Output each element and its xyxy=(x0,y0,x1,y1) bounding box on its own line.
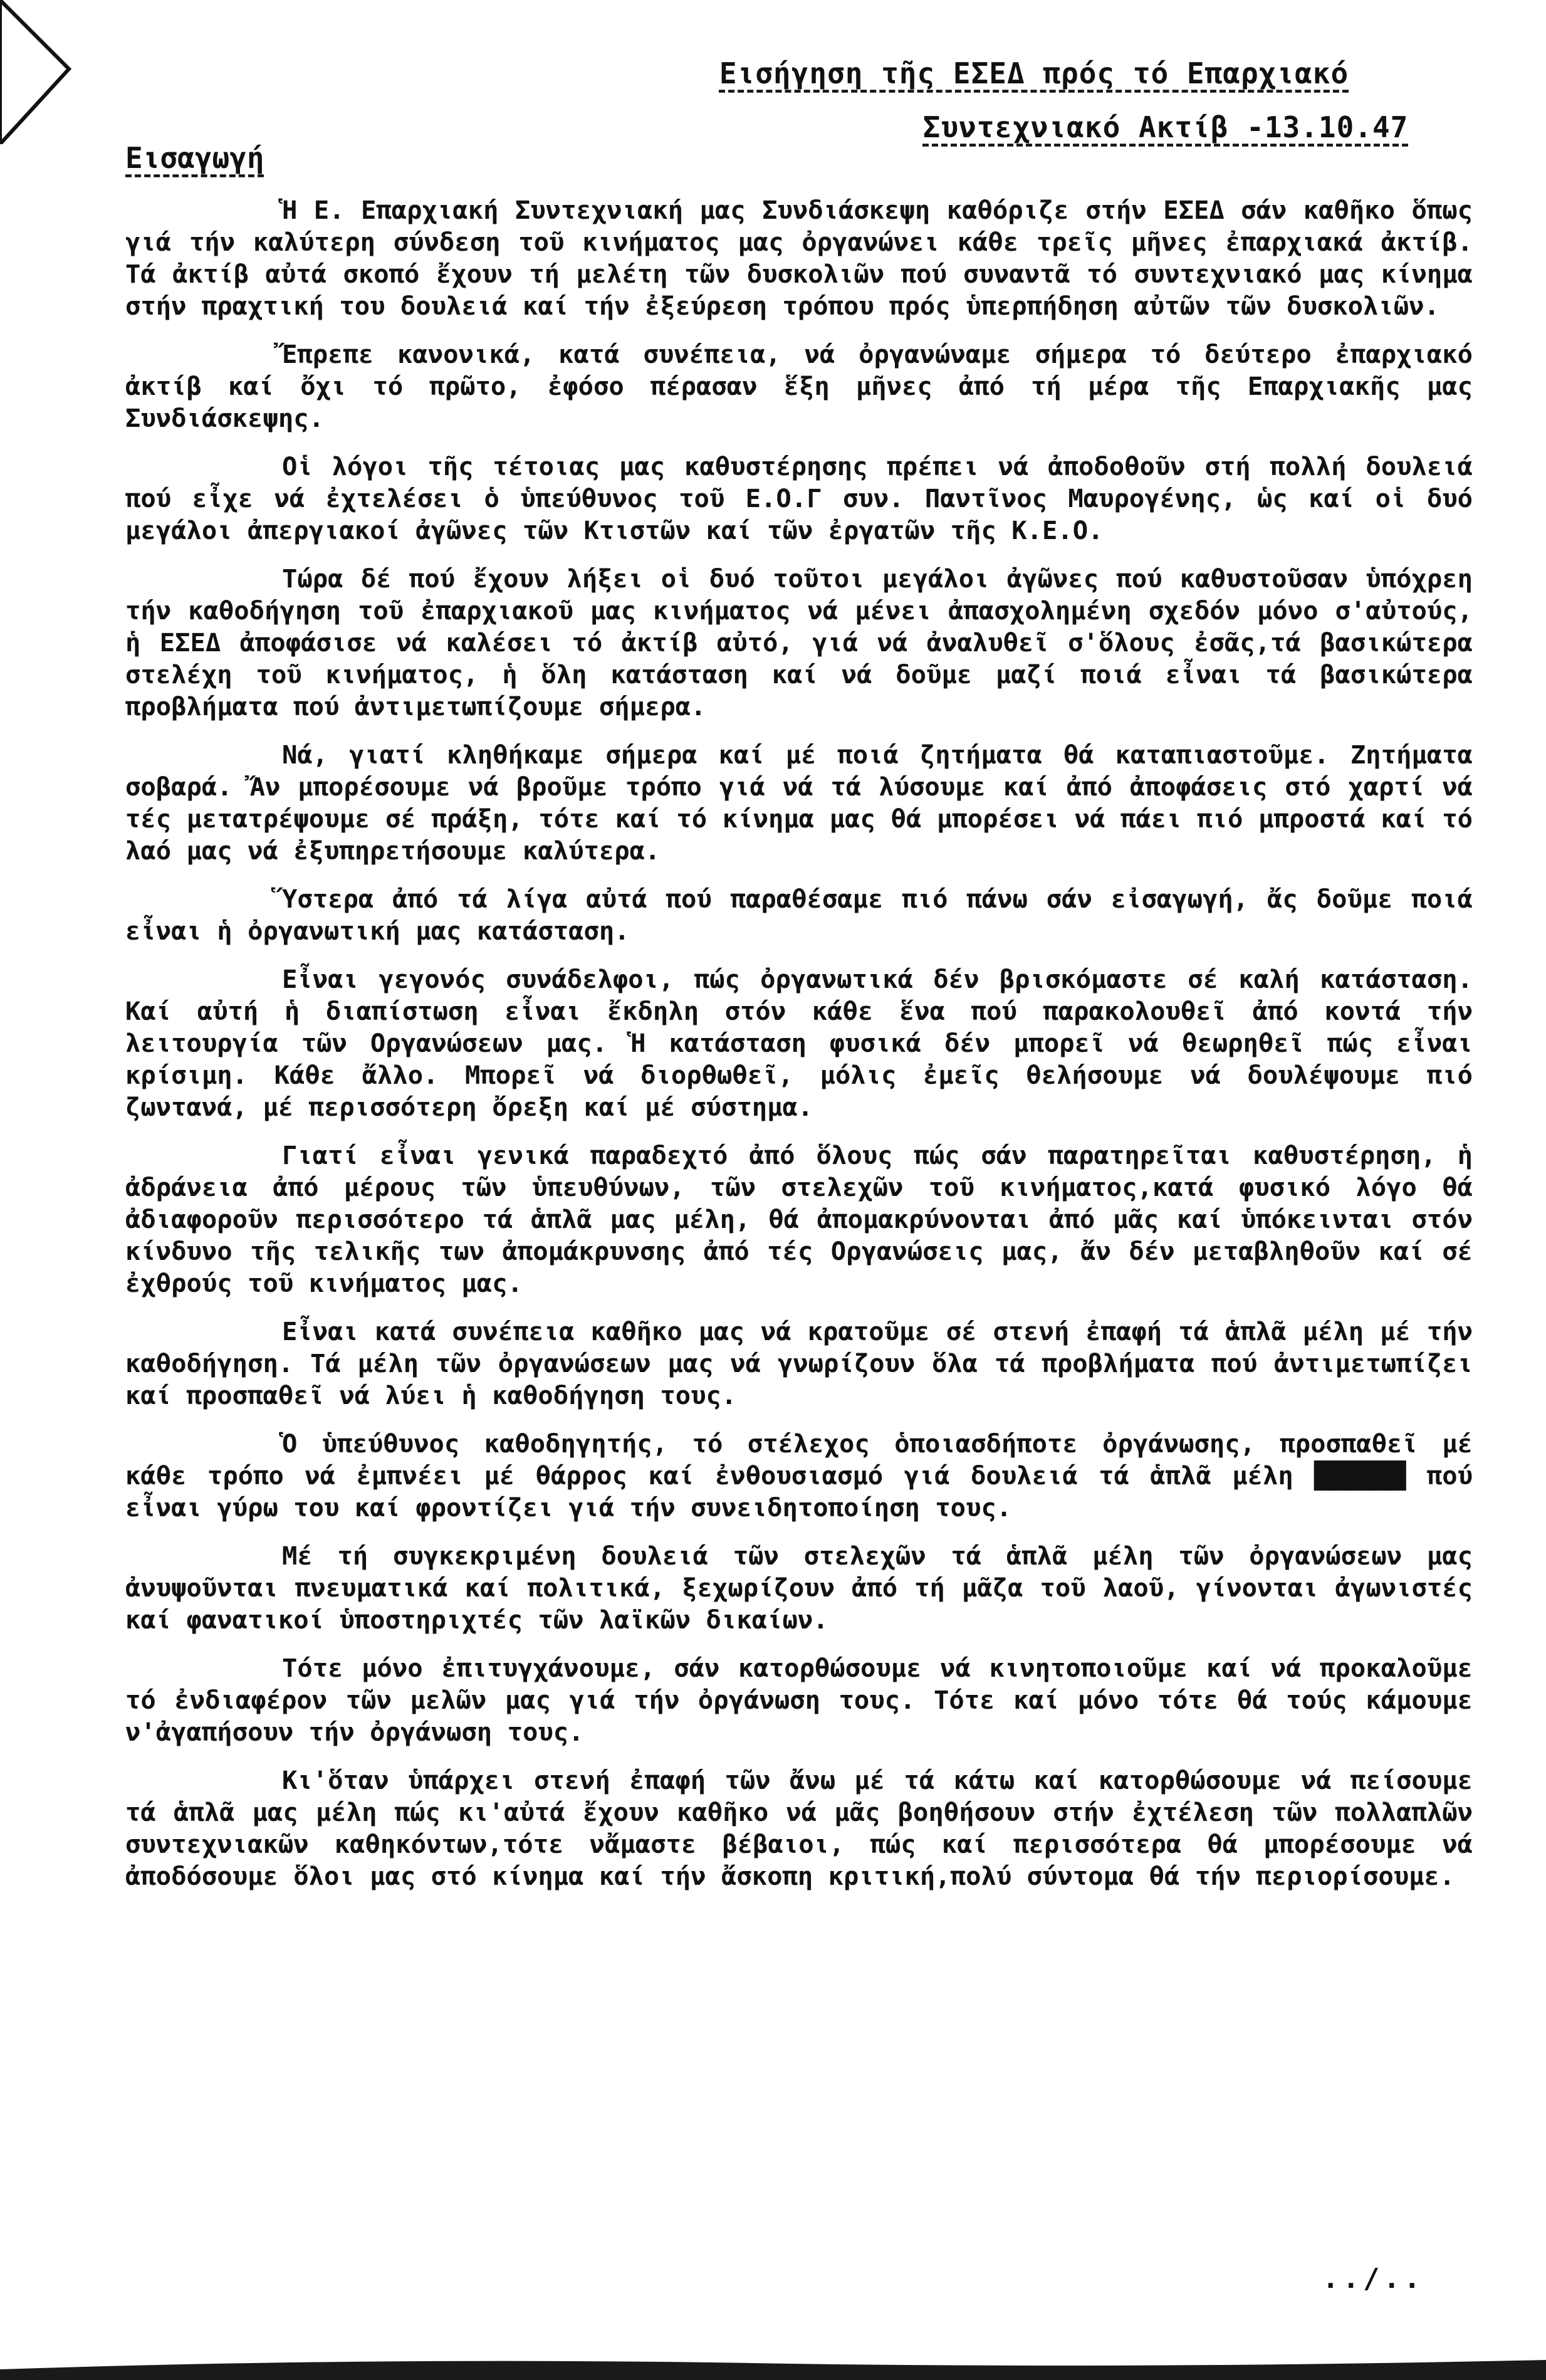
paragraph: Κι'ὅταν ὑπάρχει στενή ἐπαφή τῶν ἄνω μέ τά κάτω καί κατορθώσουμε νά πείσουμε τά ἁπλᾶ μας μέλη πώς κι'αὐτά ἔχουν καθῆκο νά μᾶς βοηθήσουν στήν ἐχτέλεση τῶν πολλαπλῶν συντεχνιακῶν καθηκόντων,τότε νἄμαστε βέβαιοι, πώς καί περισσότερα θά μπορέσουμε νά ἀποδόσουμε ὅλοι μας στό κίνημα καί τήν ἄσκοπη κριτική,πολύ σύντομα θά τήν περιορίσουμε. xyxy=(125,1765,1473,1891)
header-subtitle: Συντεχνιακό Ακτίβ -13.10.47 xyxy=(922,110,1409,144)
paragraph: Τότε μόνο ἐπιτυγχάνουμε, σάν κατορθώσουμε νά κινητοποιοῦμε καί νά προκαλοῦμε τό ἐνδιαφέρον τῶν μελῶν μας γιά τήν ὀργάνωση τους. Τότε καί μόνο τότε θά τούς κάμουμε ν'ἀγαπήσουν τήν ὀργάνωση τους. xyxy=(125,1653,1473,1747)
paragraph: Οἱ λόγοι τῆς τέτοιας μας καθυστέρησης πρέπει νά ἀποδοθοῦν στή πολλή δουλειά πού εἶχε νά ἐχτελέσει ὁ ὑπεύθυνος τοῦ Ε.Ο.Γ συν. Παντῖνος Μαυρογένης, ὡς καί οἱ δυό μεγάλοι ἀπεργιακοί ἀγῶνες τῶν Κτιστῶν καί τῶν ἐργατῶν τῆς Κ.Ε.Ο. xyxy=(125,451,1473,545)
paragraph: Μέ τή συγκεκριμένη δουλειά τῶν στελεχῶν τά ἁπλᾶ μέλη τῶν ὀργανώσεων μας ἀνυψοῦνται πνευματικά καί πολιτικά, ξεχωρίζουν ἀπό τή μᾶζα τοῦ λαοῦ, γίνονται ἀγωνιστές καί φανατικοί ὑποστηριχτές τῶν λαϊκῶν δικαίων. xyxy=(125,1541,1473,1635)
paragraph: Ἡ Ε. Επαρχιακή Συντεχνιακή μας Συνδιάσκεψη καθόριζε στήν ΕΣΕΔ σάν καθῆκο ὅπως γιά τήν καλύτερη σύνδεση τοῦ κινήματος μας ὀργανώνει κάθε τρεῖς μῆνες ἐπαρχιακά ἀκτίβ. Τά ἀκτίβ αὐτά σκοπό ἔχουν τή μελέτη τῶν δυσκολιῶν πού συναντᾶ τό συντεχνιακό μας κίνημα στήν πραχτική του δουλειά καί τήν ἐξεύρεση τρόπου πρός ὑπερπήδηση αὐτῶν τῶν δυσκολιῶν. xyxy=(125,195,1473,321)
document-header xyxy=(564,56,1504,164)
page-continuation-mark: ../.. xyxy=(1322,2263,1424,2295)
paragraph: Νά, γιατί κληθήκαμε σήμερα καί μέ ποιά ζητήματα θά καταπιαστοῦμε. Ζητήματα σοβαρά. Ἄν μπορέσουμε νά βροῦμε τρόπο γιά νά τά λύσουμε καί ἀπό ἀποφάσεις στό χαρτί νά τές μετατρέψουμε σέ πράξη, τότε καί τό κίνημα μας θά μπορέσει νά πάει πιό μπροστά καί τό λαό μας νά ἐξυπηρετήσουμε καλύτερα. xyxy=(125,740,1473,866)
paragraph: Ἔπρεπε κανονικά, κατά συνέπεια, νά ὀργανώναμε σήμερα τό δεύτερο ἐπαρχιακό ἀκτίβ καί ὄχι τό πρῶτο, ἐφόσο πέρασαν ἕξη μῆνες ἀπό τή μέρα τῆς Επαρχιακῆς μας Συνδιάσκεψης. xyxy=(125,339,1473,433)
corner-fold-mark xyxy=(0,0,81,144)
scan-edge-shadow xyxy=(0,2344,1546,2380)
section-title: Εισαγωγή xyxy=(125,141,264,175)
document-body xyxy=(125,194,1473,1909)
paragraph: Γιατί εἶναι γενικά παραδεχτό ἀπό ὅλους πώς σάν παρατηρεῖται καθυστέρηση, ἡ ἀδράνεια ἀπό μέρους τῶν ὑπευθύνων, τῶν στελεχῶν τοῦ κινήματος,κατά φυσικό λόγο θά ἀδιαφοροῦν περισσότερο τά ἁπλᾶ μας μέλη, θά ἀπομακρύνονται ἀπό μᾶς καί ὑπόκεινται στόν κίνδυνο τῆς τελικῆς των ἀπομάκρυνσης ἀπό τές Οργανώσεις μας, ἄν δέν μεταβληθοῦν καί σέ ἐχθρούς τοῦ κινήματος μας. xyxy=(125,1140,1473,1298)
paragraph: Εἶναι κατά συνέπεια καθῆκο μας νά κρατοῦμε σέ στενή ἐπαφή τά ἁπλᾶ μέλη μέ τήν καθοδήγηση. Τά μέλη τῶν ὀργανώσεων μας νά γνωρίζουν ὅλα τά προβλήματα πού ἀντιμετωπίζει καί προσπαθεῖ νά λύει ἡ καθοδήγηση τους. xyxy=(125,1316,1473,1410)
paragraph: Εἶναι γεγονός συνάδελφοι, πώς ὀργανωτικά δέν βρισκόμαστε σέ καλή κατάσταση. Καί αὐτή ἡ διαπίστωση εἶναι ἔκδηλη στόν κάθε ἕνα πού παρακολουθεῖ ἀπό κοντά τήν λειτουργία τῶν Οργανώσεων μας. Ἡ κατάσταση φυσικά δέν μπορεῖ νά θεωρηθεῖ πώς εἶναι κρίσιμη. Κάθε ἄλλο. Μπορεῖ νά διορθωθεῖ, μόλις ἐμεῖς θελήσουμε νά δουλέψουμε πιό ζωντανά, μέ περισσότερη ὄρεξη καί μέ σύστημα. xyxy=(125,964,1473,1122)
paragraph: Τώρα δέ πού ἔχουν λήξει οἱ δυό τοῦτοι μεγάλοι ἀγῶνες πού καθυστοῦσαν ὑπόχρεη τήν καθοδήγηση τοῦ ἐπαρχιακοῦ μας κινήματος νά μένει ἀπασχολημένη σχεδόν μόνο σ'αὐτούς, ἡ ΕΣΕΔ ἀποφάσισε νά καλέσει τό ἀκτίβ αὐτό, γιά νά ἀναλυθεῖ σ'ὅλους ἐσᾶς,τά βασικώτερα στελέχη τοῦ κινήματος, ἡ ὅλη κατάσταση καί νά δοῦμε μαζί ποιά εἶναι τά βασικώτερα προβλήματα πού ἀντιμετωπίζουμε σήμερα. xyxy=(125,564,1473,721)
paragraph: Ὁ ὑπεύθυνος καθοδηγητής, τό στέλεχος ὁποιασδήποτε ὀργάνωσης, προσπαθεῖ μέ κάθε τρόπο νά ἐμπνέει μέ θάρρος καί ἐνθουσιασμό γιά δουλειά τά ἁπλᾶ μέλη ██████ πού εἶναι γύρω του καί φροντίζει γιά τήν συνειδητοποίηση τους. xyxy=(125,1429,1473,1523)
header-title: Εισήγηση τῆς ΕΣΕΔ πρός τό Επαρχιακό xyxy=(719,56,1349,90)
paragraph: Ὕστερα ἀπό τά λίγα αὐτά πού παραθέσαμε πιό πάνω σάν εἰσαγωγή, ἄς δοῦμε ποιά εἶναι ἡ ὀργανωτική μας κατάσταση. xyxy=(125,884,1473,946)
